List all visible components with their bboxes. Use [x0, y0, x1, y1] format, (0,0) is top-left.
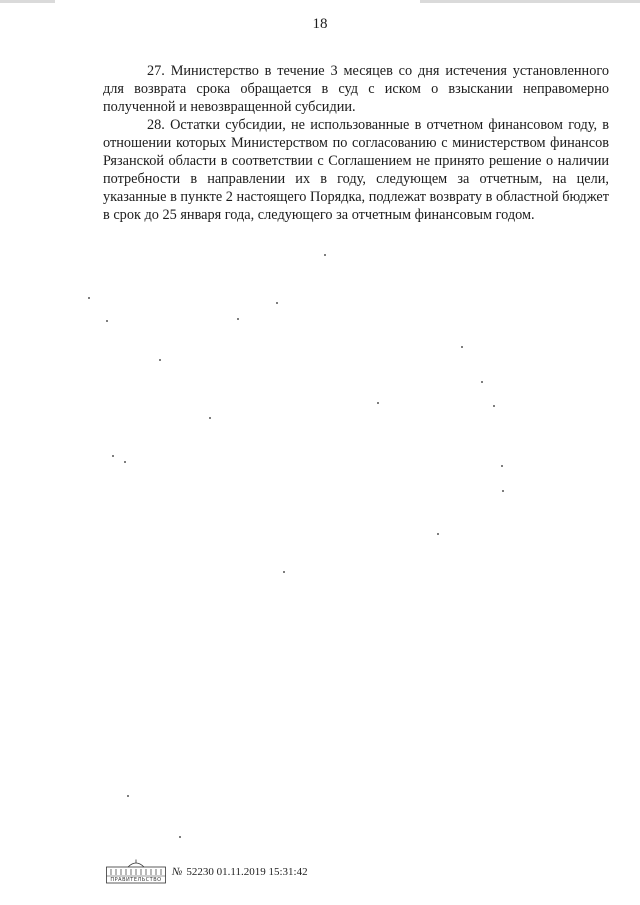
scan-speck: [179, 836, 181, 838]
number-sign: №: [172, 866, 183, 878]
scan-speck: [283, 571, 285, 573]
scan-speck: [209, 417, 211, 419]
scan-speck: [237, 318, 239, 320]
registration-number-timestamp: 52230 01.11.2019 15:31:42: [186, 866, 308, 878]
page-number: 18: [312, 16, 328, 32]
scan-artifact-top-right: [420, 0, 640, 3]
scan-speck: [377, 402, 379, 404]
scan-speck: [276, 302, 278, 304]
scan-speck: [324, 254, 326, 256]
scan-speck: [481, 381, 483, 383]
scan-speck: [437, 533, 439, 535]
paragraph-item-28: 28. Остатки субсидии, не использованные в отчетном финансовом году, в отношении которых Министерством по согласованию с министерством финансов Рязанской области в соответствии с Соглашением не принято решение о наличии потребности в направлении их в году, следующем за отчетным, на цели, указанные в пункте 2 настоящего Порядка, подлежат возврату в областной бюджет в срок до 25 января года, следующего за отчетным финансовым годом.: [103, 117, 609, 223]
paragraph-item-27: 27. Министерство в течение 3 месяцев со дня истечения установленного для возврата срока обращается в суд с иском о взыскании неправомерно полученной и невозвращенной субсидии.: [103, 63, 609, 115]
scan-speck: [124, 461, 126, 463]
scan-speck: [88, 297, 90, 299]
scan-speck: [493, 405, 495, 407]
scan-speck: [106, 320, 108, 322]
scan-speck: [112, 455, 114, 457]
scan-speck: [502, 490, 504, 492]
scan-speck: [159, 359, 161, 361]
scan-artifact-top-left: [0, 0, 55, 3]
stamp-label: ПРАВИТЕЛЬСТВО: [110, 877, 162, 883]
scan-speck: [501, 465, 503, 467]
scan-speck: [461, 346, 463, 348]
scan-speck: [127, 795, 129, 797]
registration-stamp: [172, 866, 308, 878]
